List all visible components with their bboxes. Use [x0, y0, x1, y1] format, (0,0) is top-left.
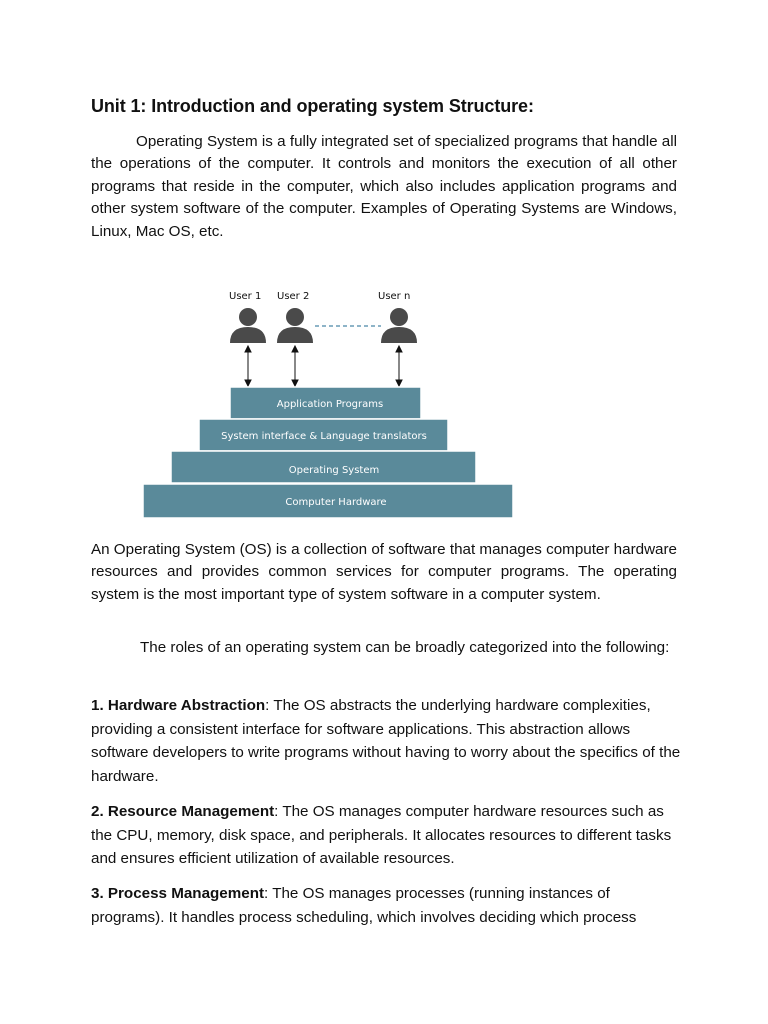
- role-process-management-title: 3. Process Management: [91, 885, 265, 902]
- user-1-label: User 1: [229, 291, 262, 302]
- layer-application-programs-label: Application Programs: [276, 399, 384, 410]
- roles-intro-paragraph: The roles of an operating system can be broadly categorized into the following:: [140, 639, 670, 656]
- role-process-management: [91, 882, 683, 929]
- role-resource-management-text: : The OS manages computer hardware resources such as the CPU, memory, disk space, and peripherals. It allocates resources to different tasks and ensures efficient utilization of available resources.: [91, 803, 672, 868]
- layer-computer-hardware: [143, 484, 513, 518]
- layer-operating-system: [171, 451, 476, 483]
- layer-operating-system-label: Operating System: [288, 465, 380, 476]
- layer-application-programs: [230, 387, 421, 419]
- os-structure-svg: [143, 282, 515, 522]
- intro-paragraph: Operating System is a fully integrated set of specialized programs that handle all the operations of the computer. It controls and monitors the execution of all other programs that reside in the computer, which also includes application programs and other system software of the computer. Examples of Operating Systems are Windows, Linux, Mac OS, etc.: [91, 133, 677, 240]
- user-arrows: [245, 346, 402, 386]
- user-1-icon: [230, 308, 266, 343]
- role-resource-management: [91, 800, 683, 871]
- layer-computer-hardware-label: Computer Hardware: [285, 497, 387, 508]
- user-n-icon: [381, 308, 417, 343]
- role-hardware-abstraction-text: : The OS abstracts the underlying hardware complexities, providing a consistent interface for software applications. This abstraction allows software developers to write programs without having to worry about the specifics of the hardware.: [91, 697, 681, 785]
- layer-system-interface-label: System interface & Language translators: [221, 431, 427, 442]
- role-hardware-abstraction-title: 1. Hardware Abstraction: [91, 697, 266, 714]
- os-definition-paragraph: An Operating System (OS) is a collection of software that manages computer hardware resources and provides common services for computer programs. The operating system is the most important type of system software in a computer system.: [91, 541, 677, 603]
- user-2-label: User 2: [277, 291, 310, 302]
- role-resource-management-title: 2. Resource Management: [91, 803, 275, 820]
- role-process-management-text: : The OS manages processes (running instances of programs). It handles process scheduling, which involves deciding which process: [91, 885, 637, 926]
- page-title: Unit 1: Introduction and operating system Structure:: [91, 96, 534, 116]
- user-2-icon: [277, 308, 313, 343]
- user-n-label: User n: [378, 291, 411, 302]
- layer-system-interface: [199, 419, 448, 451]
- os-structure-diagram: [143, 282, 515, 522]
- role-hardware-abstraction: [91, 694, 683, 788]
